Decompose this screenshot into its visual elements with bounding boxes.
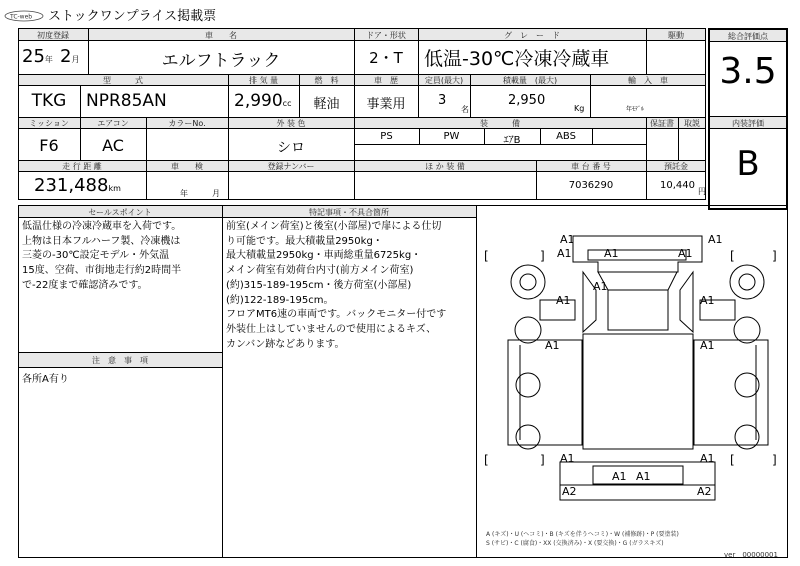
- plate-label: 登録ナンバー: [267, 162, 315, 171]
- displacement-label: 排 気 量: [248, 76, 279, 85]
- equip-abs: ABS: [556, 131, 576, 142]
- damage-mark: A1: [636, 470, 651, 483]
- diagram-brackets: [484, 249, 777, 467]
- equip-ps: PS: [380, 131, 393, 142]
- doors-shape: 2・T: [369, 49, 403, 67]
- special-line: 前室(メイン荷室)と後室(小部屋)で扉による仕切: [226, 221, 442, 232]
- exterior-color: シロ: [277, 140, 305, 156]
- bracket: ]: [772, 453, 777, 467]
- special-title: 特記事項・不具合箇所: [309, 208, 389, 217]
- recycle-fee: 10,440: [660, 180, 695, 191]
- chassis-number: 7036290: [568, 180, 614, 191]
- first-reg: [22, 46, 79, 67]
- sales-line: で-22度まで確認済みです。: [22, 279, 148, 291]
- manual-label: 取説: [684, 119, 700, 128]
- damage-mark: A1: [678, 247, 693, 260]
- name-label: 車 名: [205, 31, 237, 40]
- legend-line: A (キズ)・U (ヘコミ)・B (キズを伴うヘコミ)・W (補修跡)・P (要塗装): [486, 531, 679, 538]
- logo: [4, 7, 44, 19]
- logo-text: TC-web: [10, 13, 33, 21]
- capacity-label: 定員(最大): [424, 76, 464, 85]
- damage-legend: [486, 530, 679, 548]
- grade-label: グ レ ー ド: [504, 31, 560, 40]
- damage-marks: [545, 233, 723, 498]
- diagram-wheel: [735, 373, 759, 397]
- sales-point-text: [22, 220, 220, 294]
- special-line: フロアMT6速の車両です。バックモニター付です: [226, 309, 447, 321]
- warranty-label: 保証書: [650, 119, 674, 128]
- damage-mark: A2: [562, 485, 577, 498]
- sales-line: 低温仕様の冷凍冷蔵車を入荷です。: [22, 221, 182, 232]
- load-label: 積載量 (最大): [502, 76, 558, 85]
- import-label: 輸 入 車: [628, 76, 668, 85]
- notes-text: 各所A有り: [22, 374, 69, 385]
- bracket: ]: [540, 453, 545, 467]
- usage-label: 車 歴: [374, 76, 398, 85]
- damage-mark: A1: [556, 294, 571, 307]
- type-label: 型 式: [103, 76, 143, 85]
- special-line: (約)122-189-195cm。: [226, 294, 334, 306]
- equip-airbag: ｴｱB: [503, 135, 521, 146]
- bracket: [: [730, 249, 735, 263]
- damage-mark: A1: [545, 339, 560, 352]
- mileage-label: 走 行 距 離: [62, 162, 102, 171]
- logo-graphic: [4, 10, 44, 22]
- transmission: F6: [39, 136, 59, 155]
- bracket: ]: [540, 249, 545, 263]
- year-unit: 年: [44, 55, 53, 64]
- inspection-year: 年: [180, 189, 188, 198]
- first-reg-label: 初度登録: [37, 31, 69, 40]
- equipment-label: 装 備: [480, 119, 520, 128]
- special-line: 最大積載量2950kg・車両総重量6725kg・: [226, 250, 422, 262]
- color-no-label: カラーNo.: [168, 119, 206, 128]
- sales-line: 上物は日本フルハーフ製、冷凍機は: [22, 235, 181, 247]
- special-line: (約)315-189-195cm・後方荷室(小部屋): [226, 279, 412, 291]
- version: ver 00000001: [724, 551, 778, 559]
- damage-mark: A2: [697, 485, 712, 498]
- damage-mark: A1: [708, 233, 723, 246]
- yen-unit: 円: [698, 187, 706, 196]
- damage-mark: A1: [700, 339, 715, 352]
- displacement-value: 2,990: [234, 91, 283, 111]
- aircon-label: エアコン: [97, 119, 129, 128]
- other-equipment-label: ほ か 装 備: [425, 162, 465, 171]
- chassis-label: 車 台 番 号: [571, 162, 611, 171]
- special-line: り可能です。最大積載量2950kg・: [226, 235, 383, 247]
- bracket: ]: [772, 249, 777, 263]
- diagram-front-grille: [588, 250, 686, 260]
- diagram-wheel: [515, 317, 541, 343]
- exterior-label: 外 装 色: [276, 119, 306, 128]
- drive-label: 駆動: [668, 31, 684, 40]
- bracket: [: [484, 453, 489, 467]
- equip-pw: PW: [443, 131, 460, 142]
- overall-score: 3.5: [719, 51, 777, 92]
- fuel: 軽油: [313, 97, 340, 112]
- vehicle-name: エルフトラック: [161, 51, 281, 71]
- capacity-unit: 名: [461, 105, 469, 114]
- transmission-label: ミッション: [29, 119, 69, 128]
- score-label: 総合評価点: [728, 32, 768, 41]
- first-reg-month: 2: [60, 46, 72, 67]
- capacity: 3: [438, 93, 447, 108]
- fuel-label: 燃 料: [314, 76, 339, 85]
- notes-title: 注 意 事 項: [92, 356, 148, 365]
- load-unit: Kg: [574, 104, 585, 113]
- recycle-label: 預託金: [664, 162, 688, 171]
- aircon: AC: [102, 136, 124, 155]
- mileage: [34, 175, 121, 196]
- month-unit: 月: [71, 55, 80, 64]
- mileage-value: 231,488: [34, 175, 109, 196]
- special-line: メイン荷室有効荷台内寸(前方メイン荷室): [226, 265, 414, 277]
- interior-label: 内装評価: [732, 119, 764, 128]
- damage-mark: A1: [700, 452, 715, 465]
- damage-mark: A1: [560, 452, 575, 465]
- special-line: 外装仕上はしていませんので使用によるキズ、: [226, 323, 437, 335]
- sales-line: 三菱の-30℃設定モデル・外気温: [22, 250, 170, 262]
- damage-mark: A1: [604, 247, 619, 260]
- model-type: NPR85AN: [86, 91, 167, 111]
- inspection-month: 月: [212, 189, 220, 198]
- doors-label: ドア・形状: [366, 31, 406, 40]
- cc-unit: cc: [282, 99, 292, 108]
- type-prefix: TKG: [31, 91, 67, 111]
- bracket: [: [484, 249, 489, 263]
- bracket: [: [730, 453, 735, 467]
- vehicle-diagram: [477, 206, 787, 556]
- page-title: ストックワンプライス掲載票: [48, 9, 217, 24]
- load: 2,950: [508, 93, 546, 108]
- grade: 低温-30℃冷凍冷蔵車: [424, 48, 610, 70]
- displacement: [234, 91, 291, 111]
- km-unit: km: [108, 184, 121, 193]
- interior-score: B: [736, 144, 760, 184]
- damage-mark: A1: [560, 233, 575, 246]
- damage-mark: A1: [557, 247, 572, 260]
- damage-mark: A1: [593, 280, 608, 293]
- special-text: [226, 220, 476, 352]
- damage-mark: A1: [700, 294, 715, 307]
- diagram-wheel: [511, 265, 545, 299]
- usage: 事業用: [366, 97, 406, 112]
- inspection-label: 車 検: [171, 162, 203, 171]
- sales-line: 15度、空荷、市街地走行約2時間半: [22, 265, 182, 277]
- damage-mark: A1: [612, 470, 627, 483]
- diagram-cargo-body: [583, 334, 693, 449]
- legend-line: S (サビ)・C (腐食)・XX (交換済み)・X (要交換)・G (ガラスキズ): [486, 540, 664, 547]
- special-line: カンバン跡などあります。: [226, 338, 345, 350]
- import-note: 年ﾓﾃﾞﾙ: [626, 106, 645, 113]
- first-reg-year: 25: [22, 46, 45, 67]
- sales-point-title: セールスポイント: [88, 208, 152, 217]
- diagram-wheel: [730, 265, 764, 299]
- diagram-wheel: [734, 317, 760, 343]
